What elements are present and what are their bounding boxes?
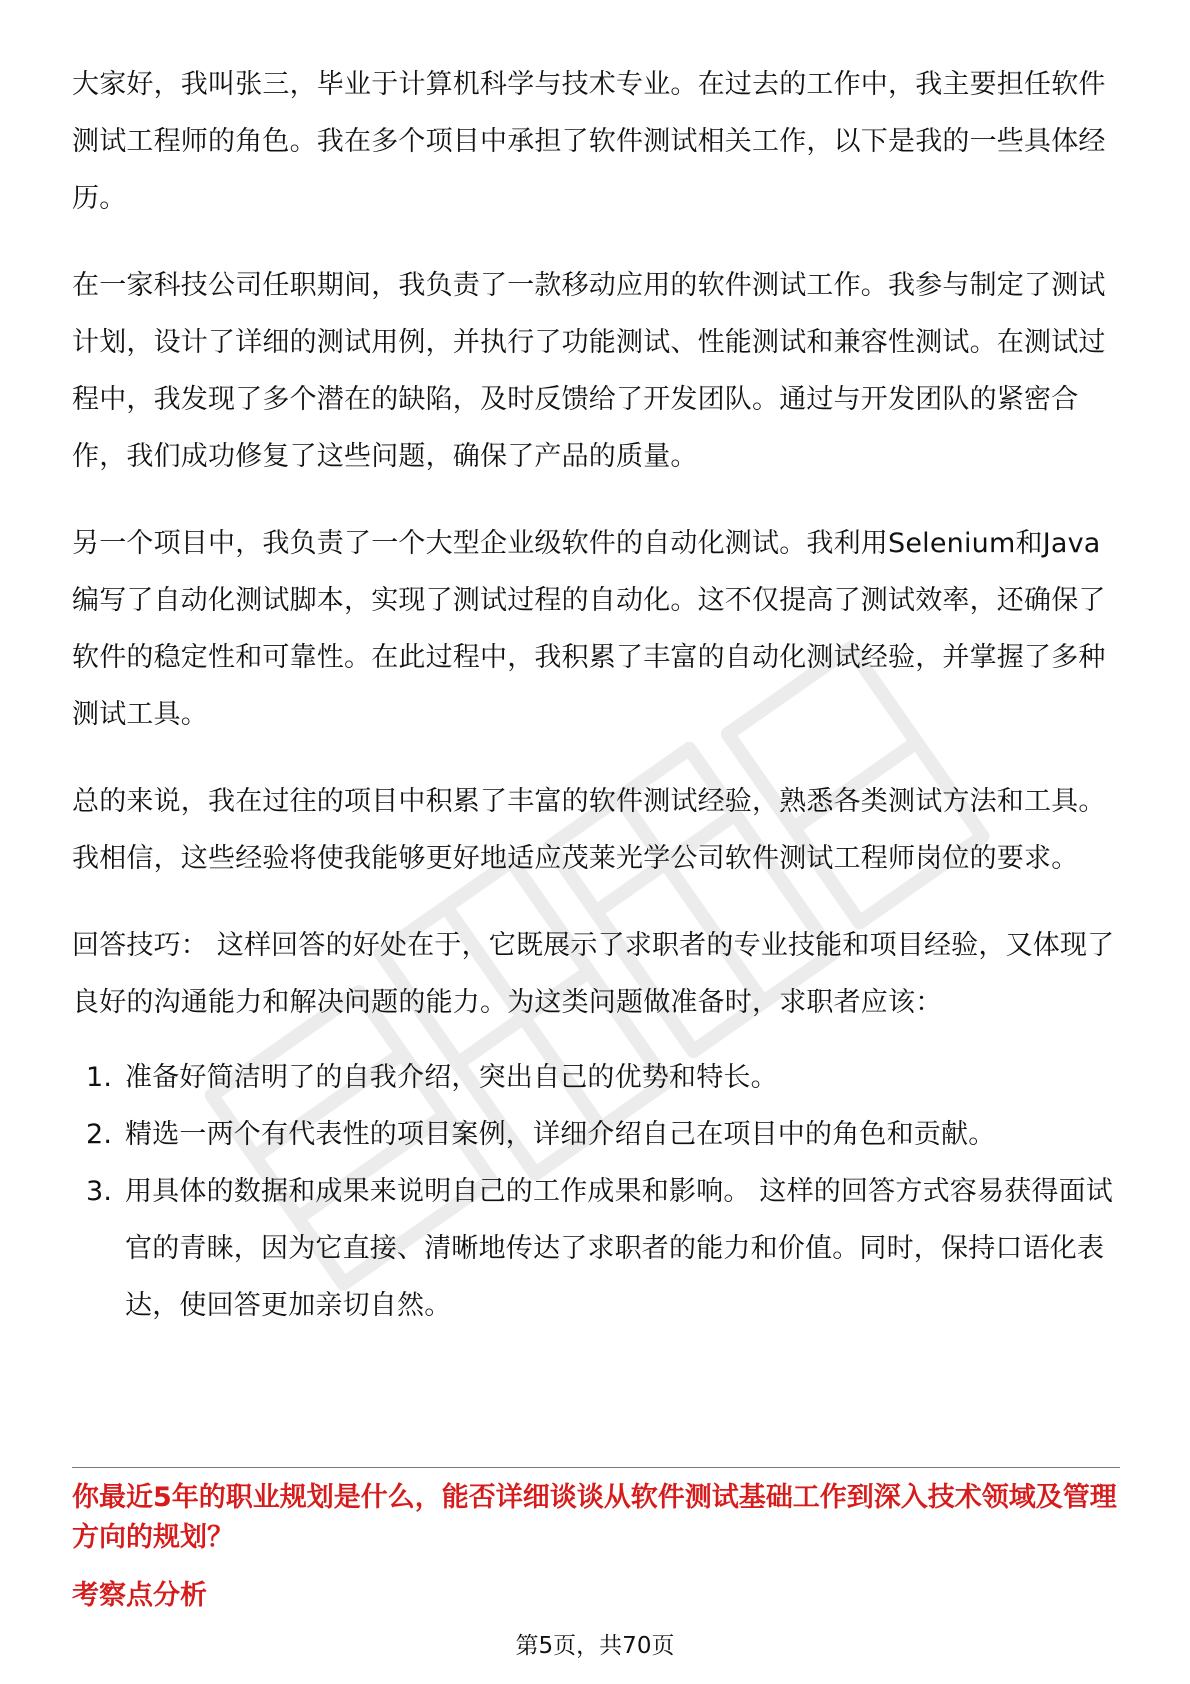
list-item-number: 1. (86, 1062, 113, 1093)
page-footer: 第5页，共70页 (515, 1633, 675, 1659)
list-item (72, 1049, 1120, 1106)
tips-list (72, 1049, 1120, 1334)
paragraph-summary: 总的来说，我在过往的项目中积累了丰富的软件测试经验，熟悉各类测试方法和工具。我相信，这些经验将使我能够更好地适应茂莱光学公司软件测试工程师岗位的要求。 (72, 786, 1106, 874)
list-item (72, 1106, 1120, 1163)
paragraph-intro: 大家好，我叫张三，毕业于计算机科学与技术专业。在过去的工作中，我主要担任软件测试工程师的角色。我在多个项目中承担了软件测试相关工作，以下是我的一些具体经历。 (72, 69, 1106, 214)
list-item-text: 精选一两个有代表性的项目案例，详细介绍自己在项目中的角色和贡献。 (125, 1119, 996, 1150)
list-item-number: 3. (86, 1176, 113, 1207)
paragraph-mobile-testing: 在一家科技公司任职期间，我负责了一款移动应用的软件测试工作。我参与制定了测试计划，设计了详细的测试用例，并执行了功能测试、性能测试和兼容性测试。在测试过程中，我发现了多个潜在的缺陷，及时反馈给了开发团队。通过与开发团队的紧密合作，我们成功修复了这些问题，确保了产品的质量。 (72, 270, 1106, 472)
list-item-text: 用具体的数据和成果来说明自己的工作成果和影响。 这样的回答方式容易获得面试官的青睐，因为它直接、清晰地传达了求职者的能力和价值。同时，保持口语化表达，使回答更加亲切自然。 (125, 1176, 1113, 1321)
section-divider (72, 1467, 1120, 1468)
section-title: 考察点分析 (72, 1580, 207, 1611)
list-item-text: 准备好简洁明了的自我介绍，突出自己的优势和特长。 (125, 1062, 778, 1093)
list-item (72, 1163, 1120, 1334)
main-content (72, 56, 1120, 1334)
list-item-number: 2. (86, 1119, 113, 1150)
paragraph-automation: 另一个项目中，我负责了一个大型企业级软件的自动化测试。我利用Selenium和Java编写了自动化测试脚本，实现了测试过程的自动化。这不仅提高了测试效率，还确保了软件的稳定性和可靠性。在此过程中，我积累了丰富的自动化测试经验，并掌握了多种测试工具。 (72, 528, 1106, 730)
question-heading: 你最近5年的职业规划是什么，能否详细谈谈从软件测试基础工作到深入技术领域及管理方向的规划？ (72, 1482, 1117, 1553)
paragraph-answer-tips: 回答技巧： 这样回答的好处在于，它既展示了求职者的专业技能和项目经验，又体现了良好的沟通能力和解决问题的能力。为这类问题做准备时，求职者应该： (72, 930, 1115, 1018)
